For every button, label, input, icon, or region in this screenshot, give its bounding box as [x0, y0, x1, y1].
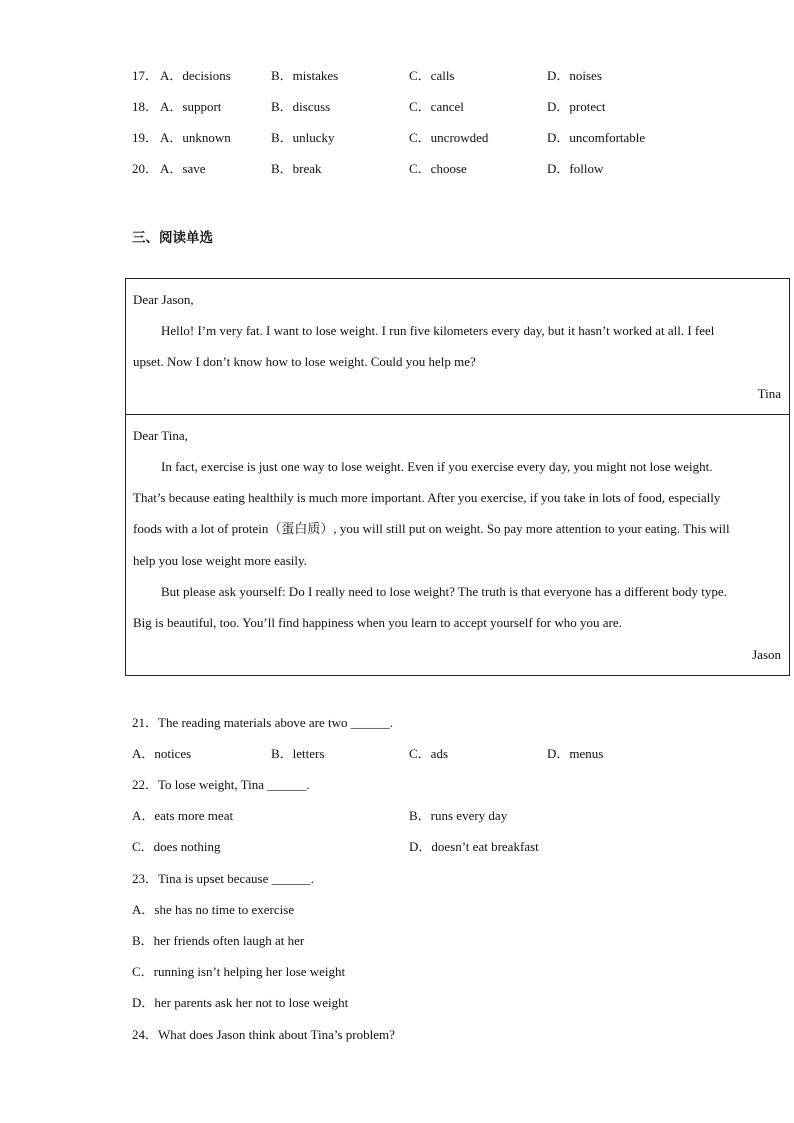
question-21-stem: 21．The reading materials above are two ______.	[132, 715, 393, 730]
option-c: C．does nothing	[132, 839, 221, 854]
option-a: A．notices	[132, 746, 192, 761]
letter-line: foods with a lot of protein（蛋白质）, you will still put on weight. So pay more attention to your eating. This will	[133, 521, 730, 536]
option-d: D．protect	[547, 99, 606, 114]
option-b: B．mistakes	[271, 68, 339, 83]
letter-signature: Tina	[757, 386, 781, 401]
question-24-stem: 24．What does Jason think about Tina’s problem?	[132, 1027, 395, 1042]
option-c: C．uncrowded	[409, 130, 489, 145]
letter-line: But please ask yourself: Do I really need to lose weight? The truth is that everyone has a different body type.	[161, 584, 727, 599]
letter-line: That’s because eating healthily is much more important. After you exercise, if you take in lots of food, especially	[133, 490, 721, 505]
section-title: 三、阅读单选	[132, 230, 213, 246]
letter-line: Hello! I’m very fat. I want to lose weight. I run five kilometers every day, but it hasn’t worked at all. I feel	[161, 323, 715, 338]
letter-line: In fact, exercise is just one way to lose weight. Even if you exercise every day, you might not lose weight.	[161, 459, 713, 474]
question-number: 20．	[132, 161, 159, 176]
option-c: C．cancel	[409, 99, 464, 114]
letter-line: Big is beautiful, too. You’ll find happiness when you learn to accept yourself for who you are.	[133, 615, 622, 630]
option-a: A．decisions	[160, 68, 231, 83]
option-b: B．discuss	[271, 99, 331, 114]
letter-signature: Jason	[752, 647, 781, 662]
option-a: A．eats more meat	[132, 808, 234, 823]
option-d: D．her parents ask her not to lose weight	[132, 995, 349, 1010]
option-d: D．follow	[547, 161, 604, 176]
question-number: 18．	[132, 99, 159, 114]
letter-line: help you lose weight more easily.	[133, 553, 307, 568]
letter-line: upset. Now I don’t know how to lose weight. Could you help me?	[133, 354, 476, 369]
option-c: C．calls	[409, 68, 455, 83]
option-a: A．save	[160, 161, 206, 176]
option-b: B．unlucky	[271, 130, 335, 145]
option-b: B．runs every day	[409, 808, 508, 823]
question-22-stem: 22．To lose weight, Tina ______.	[132, 777, 310, 792]
question-number: 19．	[132, 130, 159, 145]
question-23-stem: 23．Tina is upset because ______.	[132, 871, 314, 886]
option-b: B．break	[271, 161, 322, 176]
option-d: D．uncomfortable	[547, 130, 646, 145]
question-number: 17．	[132, 68, 159, 83]
option-c: C．ads	[409, 746, 449, 761]
option-c: C．choose	[409, 161, 467, 176]
option-d: D．doesn’t eat breakfast	[409, 839, 539, 854]
letter-from-jason	[125, 414, 790, 676]
letter-greeting: Dear Jason,	[133, 292, 194, 307]
option-a: A．she has no time to exercise	[132, 902, 295, 917]
letter-from-tina	[125, 278, 790, 415]
letter-greeting: Dear Tina,	[133, 428, 188, 443]
option-a: A．unknown	[160, 130, 231, 145]
option-d: D．noises	[547, 68, 602, 83]
option-d: D．menus	[547, 746, 604, 761]
option-c: C．running isn’t helping her lose weight	[132, 964, 346, 979]
option-b: B．her friends often laugh at her	[132, 933, 305, 948]
option-b: B．letters	[271, 746, 325, 761]
option-a: A．support	[160, 99, 222, 114]
